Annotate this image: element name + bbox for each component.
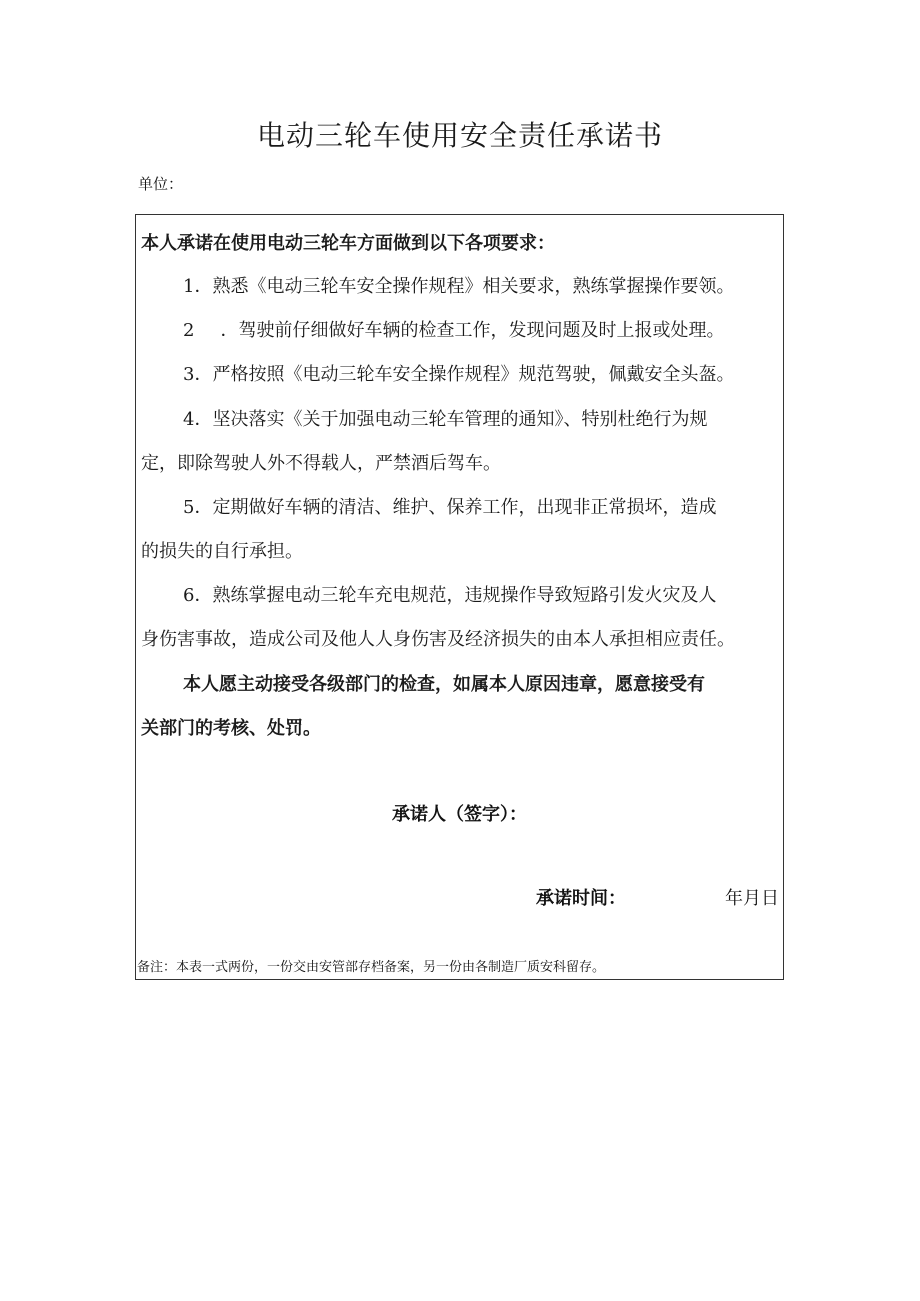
commitment-item-5 [141,496,779,520]
item-number: 2 [183,320,195,341]
date-field: 年月日 [725,888,779,909]
signer-label: 承诺人（签字）： [392,804,527,825]
item-text: ．熟悉《电动三轮车安全操作规程》相关要求，熟练掌握操作要领。 [194,276,735,297]
closing-statement: 本人愿主动接受各级部门的检查，如属本人原因违章，愿意接受有 [183,674,705,695]
commitment-item-5-cont: 的损失的自行承担。 [141,541,303,562]
commitment-time-label: 承诺时间： [536,888,626,909]
item-text: ．严格按照《电动三轮车安全操作规程》规范驾驶，佩戴安全头盔。 [194,364,735,385]
item-text: ．熟练掌握电动三轮车充电规范，违规操作导致短路引发火灾及人 [194,585,717,606]
item-number: 4 [183,409,195,430]
footer-note: 备注：本表一式两份，一份交由安管部存档备案，另一份由各制造厂质安科留存。 [137,960,606,975]
commitment-item-6-cont: 身伤害事故，造成公司及他人人身伤害及经济损失的由本人承担相应责任。 [141,629,735,650]
item-number: 5 [183,497,195,518]
commitment-item-4 [141,408,779,432]
commitment-item-2 [141,319,779,343]
item-text: ．定期做好车辆的清洁、维护、保养工作，出现非正常损坏，造成 [194,497,717,518]
closing-statement-cont: 关部门的考核、处罚。 [141,718,321,739]
item-number: 6 [183,585,195,606]
commitment-item-1 [141,275,779,299]
commitment-item-6 [141,584,779,608]
item-text: ．驾驶前仔细做好车辆的检查工作，发现问题及时上报或处理。 [220,320,725,341]
commitment-item-3 [141,363,779,387]
document-title: 电动三轮车使用安全责任承诺书 [256,119,663,152]
commitment-intro: 本人承诺在使用电动三轮车方面做到以下各项要求： [141,233,555,254]
commitment-item-4-cont: 定，即除驾驶人外不得载人，严禁酒后驾车。 [141,453,501,474]
unit-label: 单位： [138,175,184,193]
commitment-box [135,214,784,980]
item-text: ．坚决落实《关于加强电动三轮车管理的通知》、特别杜绝行为规 [194,409,708,430]
item-number: 3 [183,364,195,385]
item-number: 1 [183,276,195,297]
